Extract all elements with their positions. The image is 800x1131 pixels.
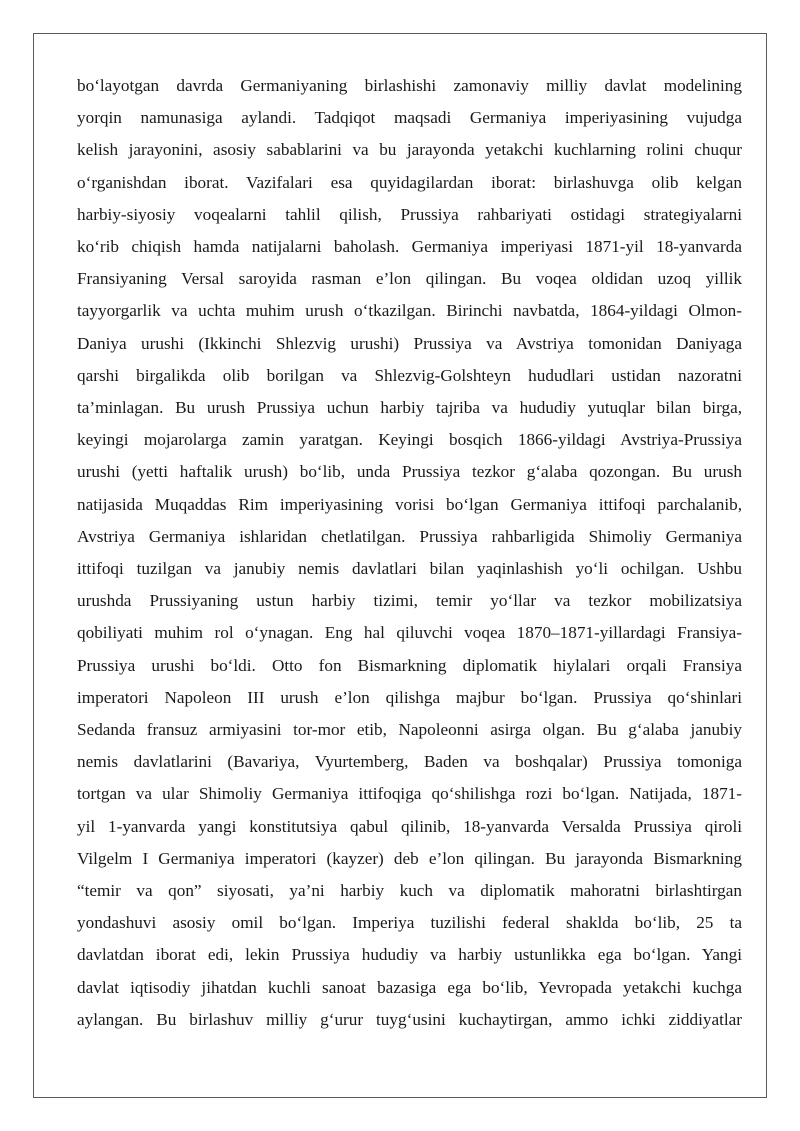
text-line: tortgan va ular Shimoliy Germaniya ittifoqiga qo‘shilishga rozi bo‘lgan. Natijada, 1871- xyxy=(77,784,742,804)
text-line: natijasida Muqaddas Rim imperiyasining vorisi bo‘lgan Germaniya ittifoqi parchalanib, xyxy=(77,494,742,514)
text-line: imperatori Napoleon III urush e’lon qilishga majbur bo‘lgan. Prussiya qo‘shinlari xyxy=(77,687,742,707)
text-line: yorqin namunasiga aylandi. Tadqiqot maqsadi Germaniya imperiyasining vujudga xyxy=(77,108,742,128)
text-line: Vilgelm I Germaniya imperatori (kayzer) deb e’lon qilingan. Bu jarayonda Bismarkning xyxy=(77,848,742,868)
text-line: kelish jarayonini, asosiy sabablarini va bu jarayonda yetakchi kuchlarning rolini chuqur xyxy=(77,140,742,160)
text-line: urushi (yetti haftalik urush) bo‘lib, unda Prussiya tezkor g‘alaba qozongan. Bu urush xyxy=(77,462,742,482)
text-line: urushda Prussiyaning ustun harbiy tizimi, temir yo‘llar va tezkor mobilizatsiya xyxy=(77,591,742,611)
text-line: yondashuvi asosiy omil bo‘lgan. Imperiya tuzilishi federal shaklda bo‘lib, 25 ta xyxy=(77,913,742,933)
text-line: keyingi mojarolarga zamin yaratgan. Keyingi bosqich 1866-yildagi Avstriya-Prussiya xyxy=(77,430,742,450)
text-line: o‘rganishdan iborat. Vazifalari esa quyidagilardan iborat: birlashuvga olib kelgan xyxy=(77,172,742,192)
text-line: Fransiyaning Versal saroyida rasman e’lon qilingan. Bu voqea oldidan uzoq yillik xyxy=(77,269,742,289)
text-line: Avstriya Germaniya ishlaridan chetlatilgan. Prussiya rahbarligida Shimoliy Germaniya xyxy=(77,526,742,546)
text-line: Prussiya urushi bo‘ldi. Otto fon Bismarkning diplomatik hiylalari orqali Fransiya xyxy=(77,655,742,675)
text-line: ittifoqi tuzilgan va janubiy nemis davlatlari bilan yaqinlashish yo‘li ochilgan. Ushbu xyxy=(77,559,742,579)
text-line: ko‘rib chiqish hamda natijalarni baholash. Germaniya imperiyasi 1871-yil 18-yanvarda xyxy=(77,237,742,257)
text-line: nemis davlatlarini (Bavariya, Vyurtemberg, Baden va boshqalar) Prussiya tomoniga xyxy=(77,752,742,772)
text-line: Sedanda fransuz armiyasini tor-mor etib, Napoleonni asirga olgan. Bu g‘alaba janubiy xyxy=(77,720,742,740)
text-line: davlat iqtisodiy jihatdan kuchli sanoat bazasiga ega bo‘lib, Yevropada yetakchi kuchga xyxy=(77,977,742,997)
text-line: bo‘layotgan davrda Germaniyaning birlashishi zamonaviy milliy davlat modelining xyxy=(77,76,742,95)
body-paragraph xyxy=(77,70,742,1036)
text-line: tayyorgarlik va uchta muhim urush o‘tkazilgan. Birinchi navbatda, 1864-yildagi Olmon- xyxy=(77,301,742,321)
text-line: aylangan. Bu birlashuv milliy g‘urur tuyg‘usini kuchaytirgan, ammo ichki ziddiyatlar xyxy=(77,1009,742,1029)
text-line: yil 1-yanvarda yangi konstitutsiya qabul qilinib, 18-yanvarda Versalda Prussiya qiroli xyxy=(77,816,742,836)
text-line: davlatdan iborat edi, lekin Prussiya hududiy va harbiy ustunlikka ega bo‘lgan. Yangi xyxy=(77,945,742,965)
text-line: harbiy-siyosiy voqealarni tahlil qilish, Prussiya rahbariyati ostidagi strategiyalarni xyxy=(77,204,742,224)
text-line: qobiliyati muhim rol o‘ynagan. Eng hal qiluvchi voqea 1870–1871-yillardagi Fransiya- xyxy=(77,623,742,643)
text-line: Daniya urushi (Ikkinchi Shlezvig urushi) Prussiya va Avstriya tomonidan Daniyaga xyxy=(77,333,742,353)
text-line: ta’minlagan. Bu urush Prussiya uchun harbiy tajriba va hududiy yutuqlar bilan birga, xyxy=(77,398,742,418)
text-line: “temir va qon” siyosati, ya’ni harbiy kuch va diplomatik mahoratni birlashtirgan xyxy=(77,881,742,901)
text-line: qarshi birgalikda olib borilgan va Shlezvig-Golshteyn hududlari ustidan nazoratni xyxy=(77,365,742,385)
